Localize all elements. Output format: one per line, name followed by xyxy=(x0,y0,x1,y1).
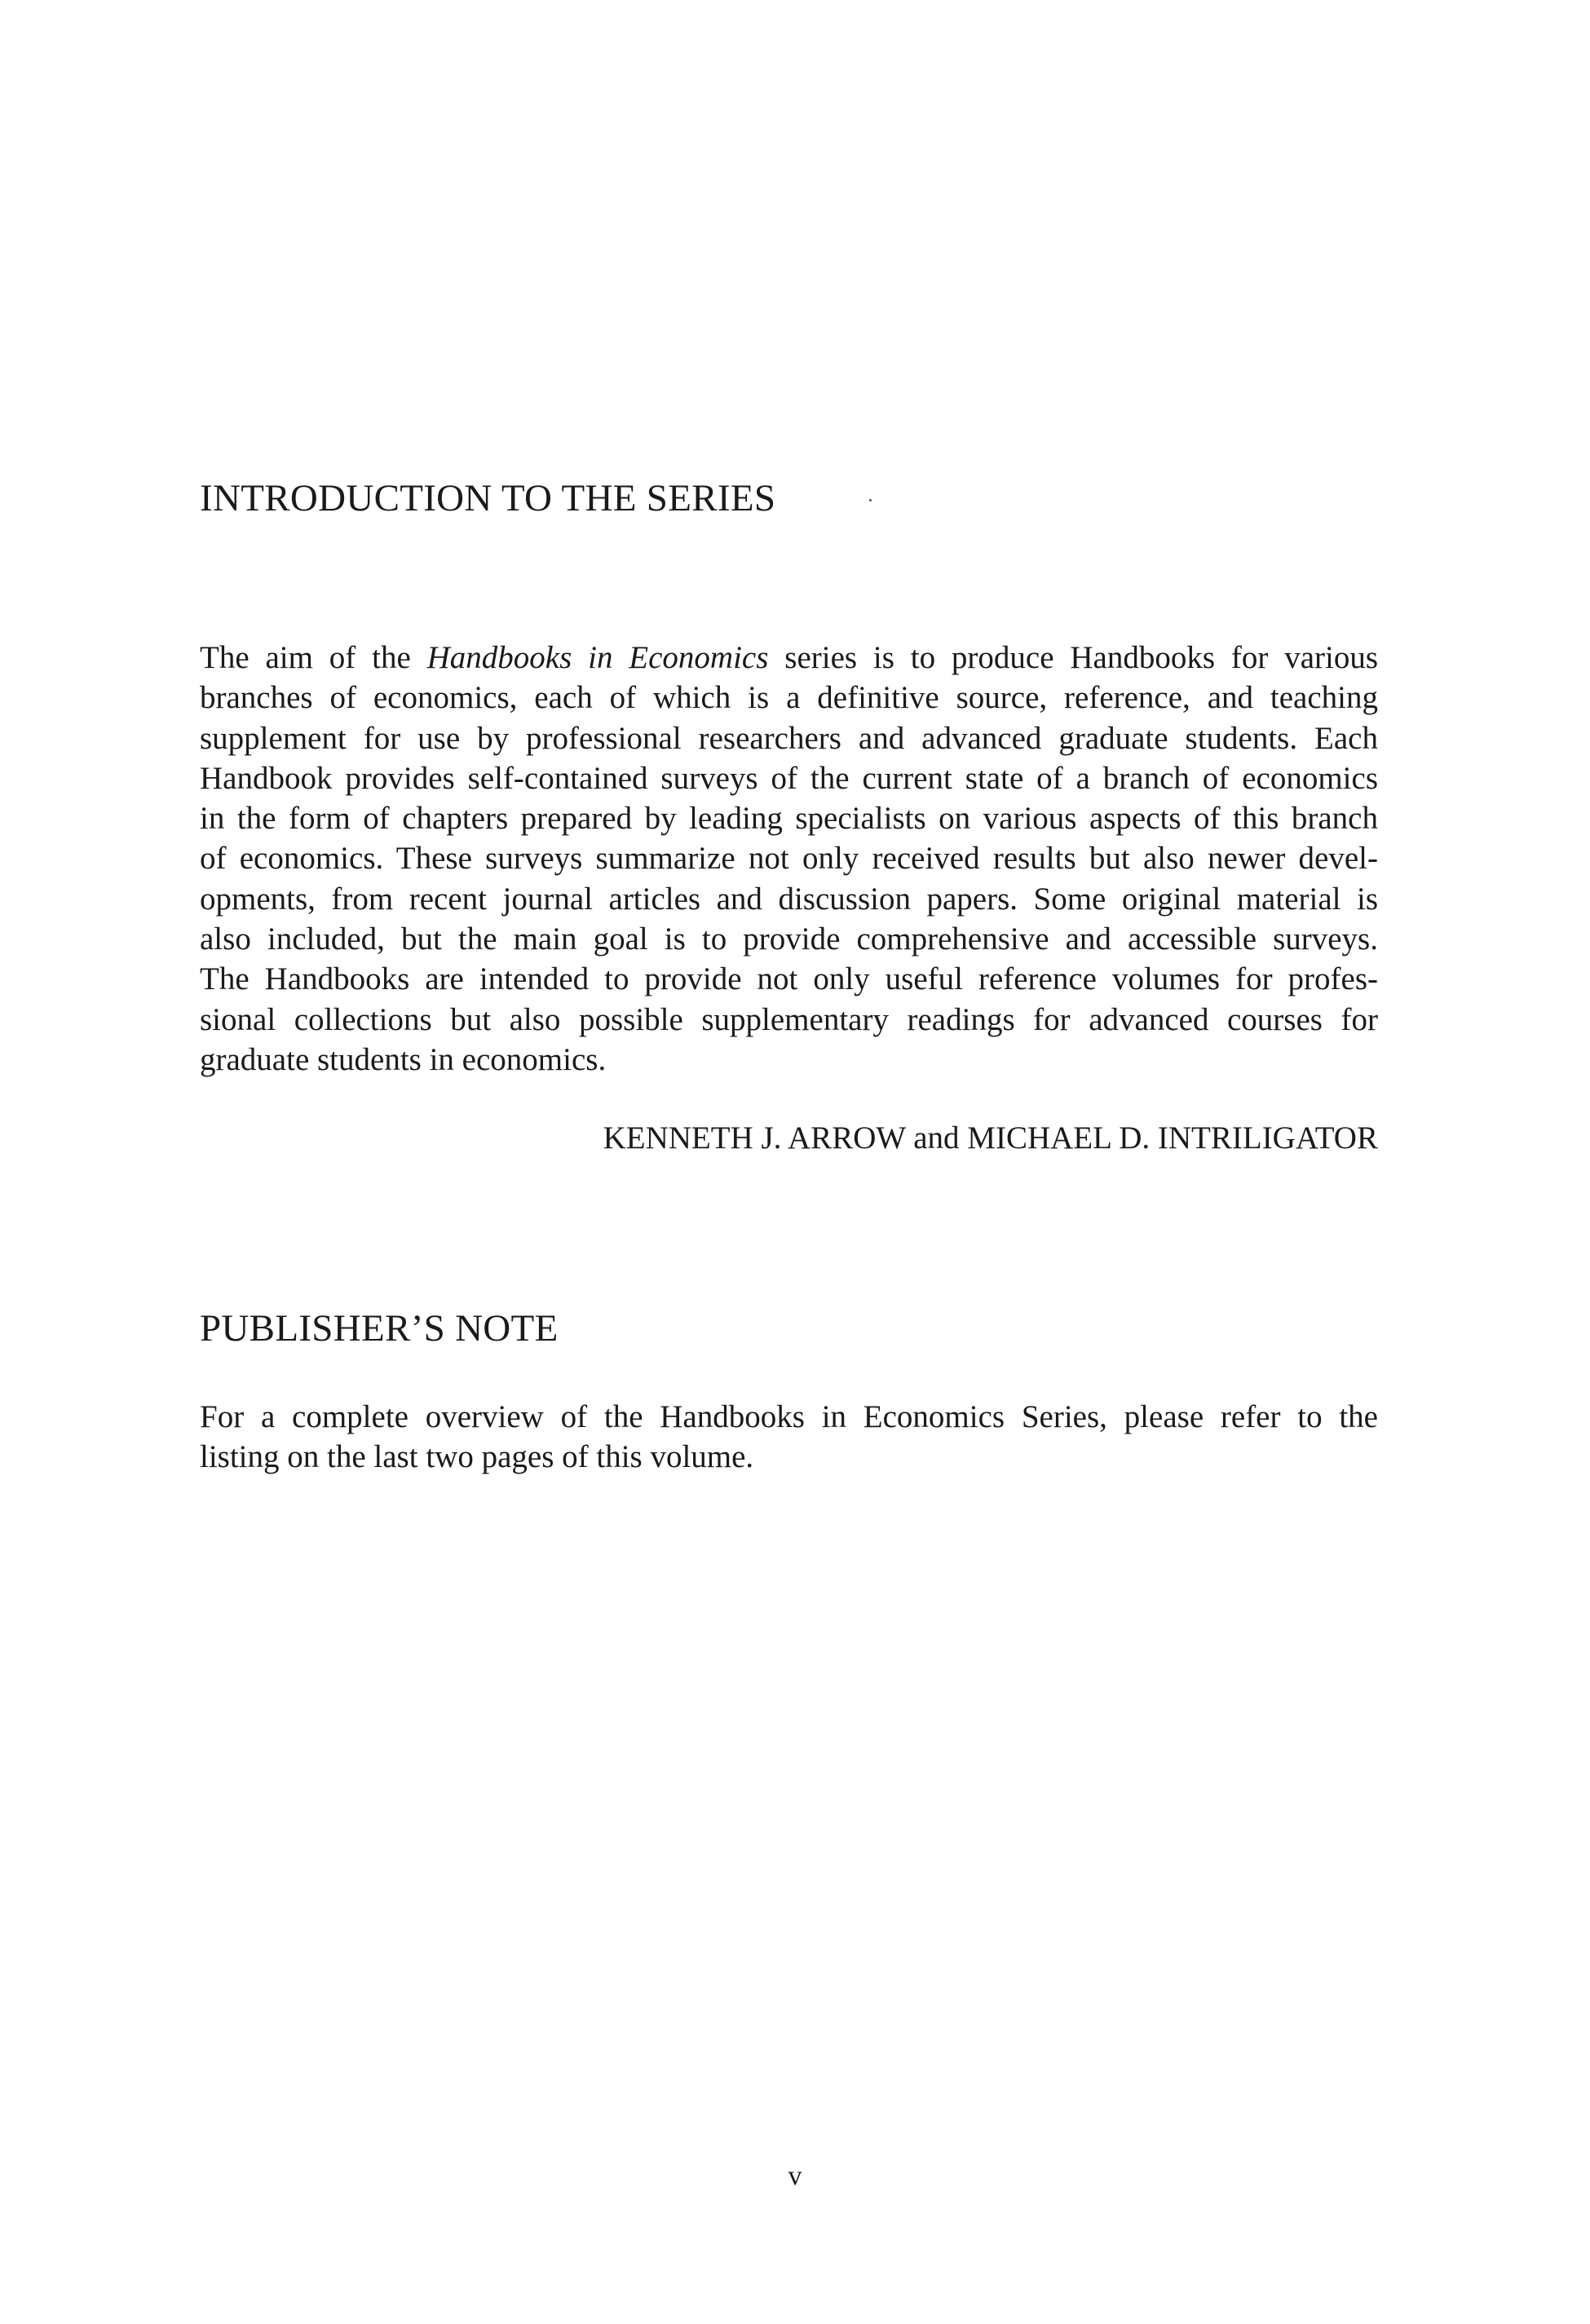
text-line: listing on the last two pages of this volume. xyxy=(200,1439,754,1475)
text-line: The Handbooks are intended to provide not only useful reference volumes for profes- xyxy=(200,961,1378,997)
page-number: v xyxy=(788,2161,802,2191)
introduction-heading: INTRODUCTION TO THE SERIES xyxy=(200,477,776,519)
text-line: of economics. These surveys summarize not only received results but also newer devel- xyxy=(200,841,1378,877)
text-line: opments, from recent journal articles and discussion papers. Some original material is xyxy=(200,881,1378,917)
publishers-note-paragraph xyxy=(200,1397,1378,1478)
text-line: graduate students in economics. xyxy=(200,1041,607,1077)
editors-signature: KENNETH J. ARROW and MICHAEL D. INTRILIGATOR xyxy=(603,1120,1378,1155)
scan-speck xyxy=(869,499,872,501)
series-title-italic: Handbooks in Economics xyxy=(426,640,769,675)
text-line: The aim of the Handbooks in Economics series is to produce Handbooks for various xyxy=(200,640,1379,675)
text-line: branches of economics, each of which is a definitive source, reference, and teaching xyxy=(200,680,1378,716)
text-line: in the form of chapters prepared by leading specialists on various aspects of this branch xyxy=(200,801,1378,837)
text-line: Handbook provides self-contained surveys of the current state of a branch of economics xyxy=(200,760,1378,796)
publishers-note-heading: PUBLISHER’S NOTE xyxy=(200,1307,559,1350)
text-line: sional collections but also possible supplementary readings for advanced courses for xyxy=(200,1001,1378,1037)
text-line: For a complete overview of the Handbooks in Economics Series, please refer to the xyxy=(200,1399,1378,1434)
text-line: also included, but the main goal is to provide comprehensive and accessible surveys. xyxy=(200,921,1378,957)
text-line: supplement for use by professional researchers and advanced graduate students. Each xyxy=(200,720,1378,756)
introduction-paragraph xyxy=(200,638,1378,1080)
